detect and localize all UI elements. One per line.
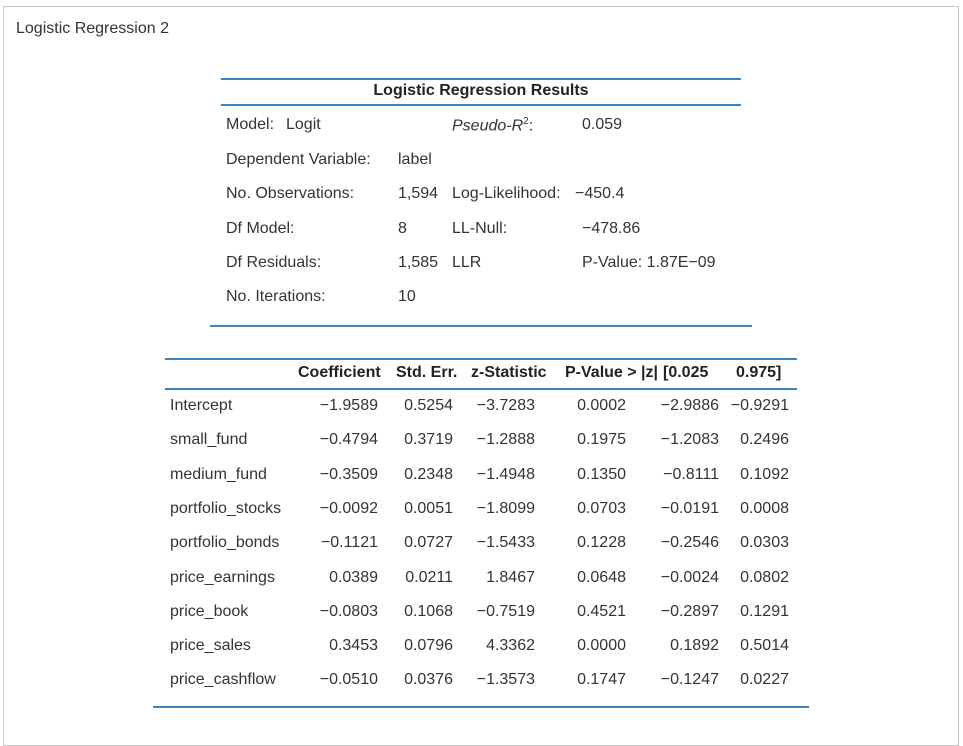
p-value: 0.1975 — [577, 431, 626, 449]
std-err-value: 0.0051 — [404, 499, 453, 517]
ci-lower-value: −0.0024 — [660, 568, 719, 586]
summary-label: Df Model: — [226, 220, 295, 237]
summary-value: 10 — [398, 288, 416, 305]
variable-name: price_sales — [170, 637, 251, 655]
std-err-value: 0.0211 — [405, 568, 453, 586]
z-statistic-value: −3.7283 — [476, 397, 535, 414]
ci-upper-value: 0.1291 — [740, 602, 789, 620]
summary-label: No. Iterations: — [226, 288, 326, 305]
std-err-value: 0.2348 — [404, 465, 453, 483]
coefficient-value: −0.0803 — [319, 602, 378, 620]
header-std-err: Std. Err. — [396, 364, 458, 381]
coefficient-value: 0.0389 — [329, 568, 378, 586]
p-value: 0.0002 — [577, 397, 626, 414]
summary-label: Df Residuals: — [226, 254, 322, 271]
ci-lower-value: 0.1892 — [670, 637, 719, 655]
std-err-value: 0.0796 — [404, 637, 453, 655]
ci-lower-value: −0.1247 — [660, 671, 719, 689]
z-statistic-value: 4.3362 — [486, 637, 535, 655]
variable-name: price_cashflow — [170, 671, 276, 689]
z-statistic-value: −0.7519 — [476, 602, 535, 620]
ci-upper-value: −0.9291 — [730, 397, 789, 414]
summary-label: Model: — [226, 116, 275, 133]
coef-bottom-rule — [153, 706, 809, 708]
ci-upper-value: 0.1092 — [740, 465, 789, 483]
coef-header-rule — [165, 388, 797, 390]
summary-label: Pseudo-$R^2$: — [452, 116, 534, 135]
ci-upper-value: 0.0802 — [740, 568, 789, 586]
std-err-value: 0.0376 — [404, 671, 453, 689]
variable-name: portfolio_bonds — [170, 534, 280, 552]
ci-upper-value: 0.0008 — [740, 499, 789, 517]
ci-lower-value: −2.9886 — [660, 397, 719, 414]
p-value: 0.1350 — [577, 465, 626, 483]
z-statistic-value: −1.2888 — [476, 431, 535, 449]
summary-value: 1,585 — [398, 254, 439, 271]
summary-value: 1,594 — [398, 185, 439, 202]
variable-name: Intercept — [170, 397, 233, 414]
p-value: 0.0000 — [577, 637, 626, 655]
summary-top-rule — [221, 78, 741, 80]
ci-upper-value: 0.0227 — [740, 671, 789, 689]
p-value: 0.1228 — [577, 534, 626, 552]
summary-title: Logistic Regression Results — [373, 82, 589, 99]
ci-lower-value: −0.8111 — [663, 465, 719, 483]
header-ci-upper: 0.975] — [736, 364, 782, 381]
coefficient-value: 0.3453 — [329, 637, 378, 655]
summary-bottom-rule — [210, 325, 752, 327]
summary-label: LL-Null: — [452, 220, 508, 237]
variable-name: price_earnings — [170, 568, 275, 586]
z-statistic-value: −1.5433 — [476, 534, 535, 552]
variable-name: portfolio_stocks — [170, 499, 282, 517]
z-statistic-value: −1.3573 — [476, 671, 535, 689]
p-value: 0.4521 — [577, 602, 626, 620]
std-err-value: 0.3719 — [404, 431, 453, 449]
summary-label: No. Observations: — [226, 185, 355, 202]
summary-label: LLR — [452, 254, 482, 271]
coefficient-value: −0.4794 — [319, 431, 378, 449]
summary-value: 8 — [398, 220, 407, 237]
coefficient-value: −0.0092 — [319, 499, 378, 517]
std-err-value: 0.1068 — [404, 602, 453, 620]
ci-lower-value: −0.2897 — [660, 602, 719, 620]
summary-label: Log-Likelihood: — [452, 185, 561, 202]
ci-lower-value: −1.2083 — [660, 431, 719, 449]
std-err-value: 0.5254 — [404, 397, 453, 414]
coefficient-value: −0.1121 — [320, 534, 378, 552]
page-title: Logistic Regression 2 — [16, 20, 169, 37]
coef-top-rule — [165, 358, 797, 360]
z-statistic-value: 1.8467 — [486, 568, 535, 586]
variable-name: price_book — [170, 602, 249, 620]
variable-name: medium_fund — [170, 465, 267, 483]
variable-name: small_fund — [170, 431, 248, 449]
summary-label: Dependent Variable: — [226, 151, 371, 168]
pseudo-r-label: Pseudo-R — [452, 117, 524, 135]
header-coefficient: Coefficient — [298, 364, 381, 381]
summary-value: label — [398, 151, 432, 168]
coefficient-value: −0.3509 — [319, 465, 378, 483]
p-value: 0.1747 — [577, 671, 626, 689]
std-err-value: 0.0727 — [404, 534, 453, 552]
z-statistic-value: −1.4948 — [476, 465, 535, 483]
ci-lower-value: −0.2546 — [660, 534, 719, 552]
p-value: 0.0703 — [577, 499, 626, 517]
summary-value: −478.86 — [582, 220, 641, 237]
header-z-statistic: z-Statistic — [471, 364, 547, 381]
summary-title-rule — [221, 104, 741, 106]
summary-value: Logit — [286, 116, 321, 133]
ci-upper-value: 0.5014 — [740, 637, 789, 655]
coefficient-value: −0.0510 — [319, 671, 378, 689]
ci-lower-value: −0.0191 — [660, 499, 719, 517]
p-value: 0.0648 — [577, 568, 626, 586]
summary-value: 0.059 — [582, 116, 623, 133]
header-p-value: P-Value > |z| — [565, 364, 658, 381]
z-statistic-value: −1.8099 — [476, 499, 535, 517]
summary-value: P-Value: 1.87E−09 — [582, 254, 716, 271]
ci-upper-value: 0.2496 — [740, 431, 789, 449]
coefficient-value: −1.9589 — [319, 397, 378, 414]
summary-value: −450.4 — [575, 185, 625, 202]
ci-upper-value: 0.0303 — [740, 534, 789, 552]
header-ci-lower: [0.025 — [663, 364, 709, 381]
